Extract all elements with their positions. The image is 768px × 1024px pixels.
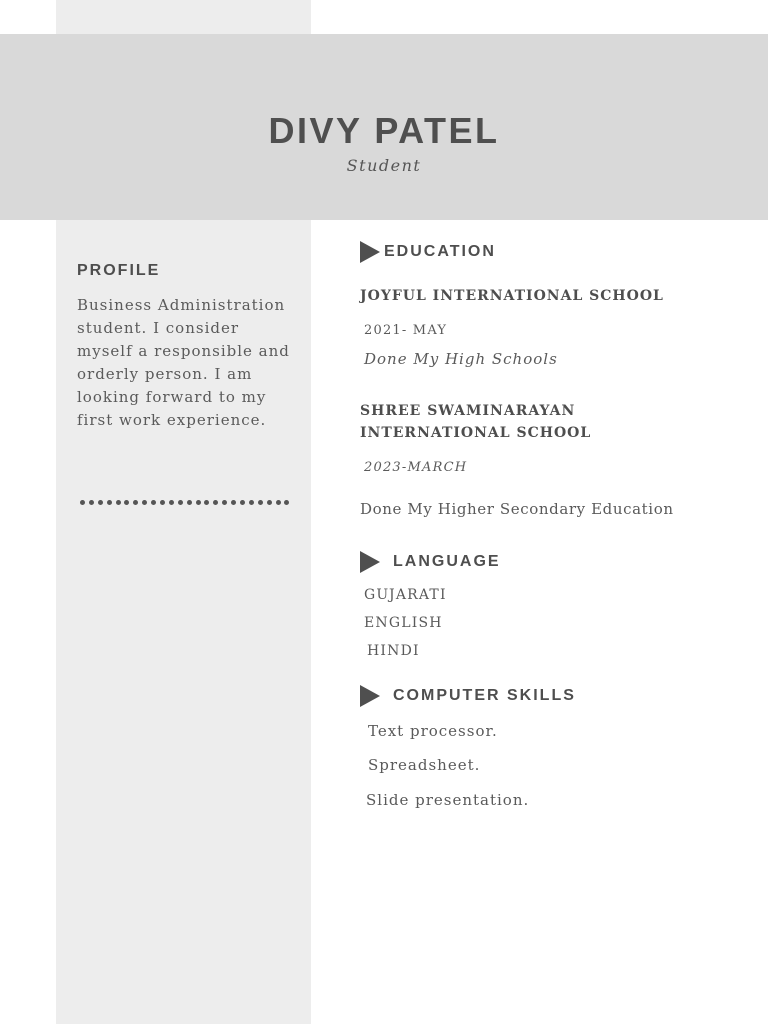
- person-name: DIVY PATEL: [268, 110, 500, 151]
- skill-item: Spreadsheet.: [368, 756, 481, 774]
- language-section-header: [360, 551, 501, 573]
- skill-item: Text processor.: [368, 722, 498, 740]
- person-role: Student: [346, 156, 422, 175]
- education-school: JOYFUL INTERNATIONAL SCHOOL: [360, 288, 664, 304]
- computer-skills-section-header: [360, 685, 576, 707]
- triangle-bullet-icon: [360, 685, 380, 707]
- language-item: ENGLISH: [364, 615, 443, 631]
- dotted-divider: [80, 500, 285, 508]
- language-item: GUJARATI: [364, 587, 447, 603]
- computer-skills-heading: COMPUTER SKILLS: [393, 687, 576, 704]
- education-heading: EDUCATION: [384, 243, 496, 260]
- profile-heading: PROFILE: [77, 262, 161, 279]
- education-school-line1: SHREE SWAMINARAYAN: [360, 403, 576, 419]
- education-section-header: [360, 241, 496, 263]
- language-heading: LANGUAGE: [393, 553, 501, 570]
- triangle-bullet-icon: [360, 241, 380, 263]
- skill-item: Slide presentation.: [366, 791, 530, 809]
- education-date: 2023-MARCH: [364, 460, 468, 475]
- education-date: 2021- MAY: [364, 323, 448, 338]
- education-detail: Done My Higher Secondary Education: [360, 500, 674, 518]
- education-school-line2: INTERNATIONAL SCHOOL: [360, 425, 592, 441]
- education-detail: Done My High Schools: [364, 350, 558, 368]
- language-item: HINDI: [367, 643, 420, 659]
- triangle-bullet-icon: [360, 551, 380, 573]
- profile-text: Business Administration student. I consider myself a responsible and orderly person. I am looking forward to my first work experience.: [77, 296, 290, 429]
